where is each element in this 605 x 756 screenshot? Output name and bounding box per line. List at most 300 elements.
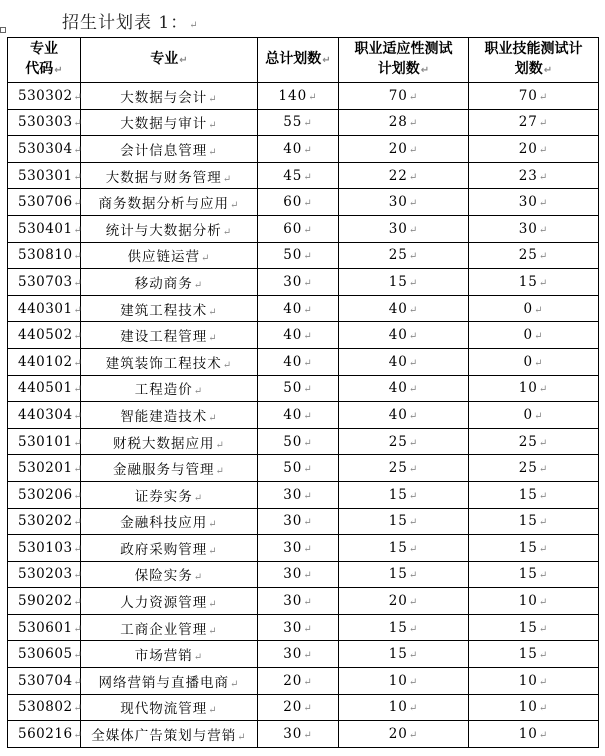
cell-mark-icon: ↵: [73, 171, 83, 183]
header-aptitude: 职业适应性测试 计划数↵: [339, 38, 469, 83]
cell-mark-icon: ↵: [73, 331, 83, 343]
cell-aptitude: [339, 215, 469, 242]
table-row: [8, 481, 599, 508]
cell-skill: [469, 481, 599, 508]
cell-mark-icon: ↵: [73, 251, 83, 263]
cell-mark-icon: ↵: [308, 91, 318, 103]
header-major: 专业↵: [81, 38, 258, 83]
cell-code-value: 530103: [18, 539, 73, 556]
cell-mark-icon: ↵: [534, 331, 544, 343]
cell-mark-icon: ↵: [303, 623, 313, 635]
cell-major: [81, 162, 258, 189]
cell-total-value: 30: [283, 486, 303, 503]
cell-mark-icon: ↵: [208, 599, 218, 611]
cell-major: [81, 215, 258, 242]
cell-total: [258, 481, 339, 508]
header-skill: 职业技能测试计 划数↵: [469, 38, 599, 83]
cell-major-value: 会计信息管理: [120, 142, 208, 159]
cell-skill: [469, 189, 599, 216]
cell-mark-icon: ↵: [193, 386, 204, 398]
cell-mark-icon: ↵: [222, 226, 233, 238]
cell-mark-icon: ↵: [73, 730, 83, 742]
cell-mark-icon: ↵: [201, 253, 211, 265]
cell-aptitude: [339, 561, 469, 588]
cell-mark-icon: ↵: [193, 652, 204, 664]
cell-mark-icon: ↵: [73, 703, 83, 715]
table-row: [8, 694, 599, 721]
cell-code: [8, 668, 81, 695]
cell-mark-icon: ↵: [303, 543, 313, 555]
cell-total: [258, 588, 339, 615]
cell-total-value: 50: [283, 247, 303, 264]
cell-code: [8, 508, 81, 535]
table-row: [8, 136, 599, 163]
cell-code-value: 530704: [18, 672, 73, 689]
cell-major: [81, 668, 258, 695]
cell-total-value: 60: [283, 194, 303, 211]
cell-mark-icon: ↵: [222, 173, 233, 185]
enrollment-plan-table: [7, 37, 599, 748]
cell-mark-icon: ↵: [73, 118, 83, 130]
cell-mark-icon: ↵: [538, 730, 549, 742]
cell-skill: [469, 215, 599, 242]
cell-mark-icon: ↵: [303, 144, 313, 156]
cell-aptitude-value: 40: [388, 327, 408, 344]
cell-aptitude-value: 40: [388, 300, 408, 317]
cell-mark-icon: ↵: [208, 412, 218, 424]
cell-major-value: 证券实务: [134, 488, 193, 505]
cell-skill: [469, 508, 599, 535]
cell-mark-icon: ↵: [538, 623, 549, 635]
cell-skill: [469, 269, 599, 296]
cell-mark-icon: ↵: [408, 118, 419, 130]
cell-skill-value: 15: [518, 539, 538, 556]
cell-total-value: 30: [283, 566, 303, 583]
cell-mark-icon: ↵: [208, 93, 218, 105]
cell-major: [81, 614, 258, 641]
cell-mark-icon: ↵: [303, 597, 313, 609]
table-row: [8, 322, 599, 349]
cell-skill-value: 25: [518, 247, 538, 264]
cell-aptitude-value: 40: [388, 353, 408, 370]
cell-skill-value: 15: [518, 566, 538, 583]
cell-mark-icon: ↵: [303, 171, 313, 183]
cell-skill: [469, 588, 599, 615]
cell-skill: [469, 668, 599, 695]
cell-code-value: 560216: [18, 726, 73, 743]
cell-mark-icon: ↵: [73, 517, 83, 529]
cell-total-value: 30: [283, 619, 303, 636]
cell-aptitude-value: 15: [388, 566, 408, 583]
cell-mark-icon: ↵: [303, 517, 313, 529]
cell-skill-value: 0: [523, 327, 534, 344]
cell-aptitude-value: 70: [388, 87, 408, 104]
cell-mark-icon: ↵: [193, 492, 204, 504]
cell-code-value: 530201: [18, 460, 73, 477]
cell-aptitude: [339, 508, 469, 535]
cell-mark-icon: ↵: [303, 251, 313, 263]
cell-major-value: 建设工程管理: [120, 329, 208, 346]
cell-total-value: 40: [283, 406, 303, 423]
cell-code-value: 530304: [18, 140, 73, 157]
cell-mark-icon: ↵: [408, 224, 419, 236]
cell-mark-icon: ↵: [303, 437, 313, 449]
cell-aptitude: [339, 641, 469, 668]
cell-mark-icon: ↵: [303, 224, 313, 236]
cell-aptitude-value: 10: [388, 699, 408, 716]
cell-total: [258, 189, 339, 216]
cell-code: [8, 269, 81, 296]
cell-mark-icon: ↵: [73, 597, 83, 609]
cell-code: [8, 561, 81, 588]
cell-major-value: 大数据与财务管理: [105, 169, 222, 186]
cell-mark-icon: ↵: [538, 570, 549, 582]
cell-total-value: 30: [283, 593, 303, 610]
cell-mark-icon: ↵: [538, 543, 549, 555]
cell-aptitude: [339, 136, 469, 163]
document-title: [62, 8, 199, 33]
table-row: [8, 668, 599, 695]
cell-total: [258, 136, 339, 163]
cell-major-value: 人力资源管理: [120, 595, 208, 612]
cell-major: [81, 455, 258, 482]
cell-mark-icon: ↵: [73, 543, 83, 555]
cell-aptitude-value: 20: [388, 593, 408, 610]
table-row: [8, 535, 599, 562]
cell-aptitude: [339, 242, 469, 269]
cell-mark-icon: ↵: [538, 144, 549, 156]
cell-mark-icon: ↵: [73, 224, 83, 236]
cell-code: [8, 242, 81, 269]
cell-mark-icon: ↵: [208, 120, 218, 132]
cell-mark-icon: ↵: [303, 464, 313, 476]
table-row: [8, 348, 599, 375]
cell-skill: [469, 162, 599, 189]
cell-mark-icon: ↵: [408, 384, 419, 396]
cell-code: [8, 322, 81, 349]
cell-total: [258, 721, 339, 748]
cell-mark-icon: ↵: [408, 357, 419, 369]
cell-mark-icon: ↵: [73, 277, 83, 289]
cell-mark-icon: ↵: [208, 625, 218, 637]
cell-total: [258, 269, 339, 296]
cell-mark-icon: ↵: [303, 490, 313, 502]
cell-mark-icon: ↵: [408, 171, 419, 183]
cell-code-value: 530605: [18, 646, 73, 663]
table-row: [8, 162, 599, 189]
cell-aptitude-value: 15: [388, 273, 408, 290]
cell-major-value: 移动商务: [134, 275, 193, 292]
cell-total: [258, 428, 339, 455]
cell-code: [8, 641, 81, 668]
cell-major: [81, 83, 258, 110]
cell-skill-value: 0: [523, 300, 534, 317]
cell-code-value: 440301: [18, 300, 73, 317]
cell-mark-icon: ↵: [303, 570, 313, 582]
header-total: 总计划数↵: [258, 38, 339, 83]
cell-aptitude-value: 15: [388, 486, 408, 503]
cell-aptitude-value: 30: [388, 194, 408, 211]
cell-aptitude: [339, 614, 469, 641]
cell-skill: [469, 83, 599, 110]
cell-total-value: 40: [283, 327, 303, 344]
table-header-row: [8, 38, 599, 83]
cell-code-value: 440304: [18, 406, 73, 423]
cell-code: [8, 428, 81, 455]
cell-mark-icon: ↵: [408, 251, 419, 263]
table-row: [8, 215, 599, 242]
cell-aptitude: [339, 588, 469, 615]
cell-aptitude-value: 40: [388, 406, 408, 423]
cell-major: [81, 694, 258, 721]
cell-skill-value: 15: [518, 513, 538, 530]
cell-code: [8, 109, 81, 136]
cell-mark-icon: ↵: [303, 650, 313, 662]
cell-total-value: 30: [283, 539, 303, 556]
cell-major: [81, 136, 258, 163]
cell-code-value: 530206: [18, 486, 73, 503]
cell-aptitude: [339, 189, 469, 216]
cell-total-value: 140: [278, 87, 308, 104]
table-row: [8, 109, 599, 136]
cell-total-value: 50: [283, 380, 303, 397]
cell-mark-icon: ↵: [230, 200, 240, 212]
cell-mark-icon: ↵: [408, 198, 419, 210]
cell-code: [8, 535, 81, 562]
cell-total-value: 50: [283, 460, 303, 477]
cell-mark-icon: ↵: [73, 676, 83, 688]
cell-mark-icon: ↵: [538, 703, 549, 715]
cell-mark-icon: ↵: [408, 676, 419, 688]
cell-code: [8, 348, 81, 375]
cell-mark-icon: ↵: [215, 466, 225, 478]
cell-aptitude-value: 25: [388, 433, 408, 450]
cell-mark-icon: ↵: [73, 650, 83, 662]
cell-mark-icon: ↵: [538, 198, 549, 210]
cell-total: [258, 83, 339, 110]
cell-code-value: 530601: [18, 619, 73, 636]
cell-aptitude-value: 15: [388, 539, 408, 556]
cell-aptitude-value: 40: [388, 380, 408, 397]
cell-aptitude-value: 25: [388, 460, 408, 477]
cell-total-value: 30: [283, 646, 303, 663]
cell-code-value: 530802: [18, 699, 73, 716]
cell-mark-icon: ↵: [193, 279, 204, 291]
table-row: [8, 641, 599, 668]
cell-code: [8, 295, 81, 322]
table-row: [8, 189, 599, 216]
table-row: [8, 561, 599, 588]
cell-code: [8, 215, 81, 242]
cell-code-value: 530401: [18, 220, 73, 237]
cell-skill-value: 15: [518, 646, 538, 663]
cell-mark-icon: ↵: [538, 597, 549, 609]
cell-code-value: 530202: [18, 513, 73, 530]
cell-major-value: 市场营销: [134, 648, 193, 665]
cell-total: [258, 535, 339, 562]
cell-major: [81, 295, 258, 322]
cell-mark-icon: ↵: [73, 490, 83, 502]
cell-major-value: 保险实务: [134, 568, 193, 585]
cell-total: [258, 295, 339, 322]
cell-total: [258, 455, 339, 482]
cell-mark-icon: ↵: [408, 570, 419, 582]
cell-skill: [469, 375, 599, 402]
cell-code-value: 440501: [18, 380, 73, 397]
cell-skill: [469, 402, 599, 429]
cell-total: [258, 694, 339, 721]
cell-mark-icon: ↵: [73, 570, 83, 582]
cell-skill-value: 10: [518, 380, 538, 397]
cell-aptitude: [339, 348, 469, 375]
cell-mark-icon: ↵: [237, 732, 247, 744]
cell-skill-value: 10: [518, 699, 538, 716]
cell-major: [81, 269, 258, 296]
cell-skill-value: 10: [518, 726, 538, 743]
cell-skill: [469, 295, 599, 322]
cell-mark-icon: ↵: [303, 730, 313, 742]
cell-mark-icon: ↵: [538, 650, 549, 662]
cell-mark-icon: ↵: [408, 517, 419, 529]
cell-mark-icon: ↵: [73, 91, 83, 103]
table-row: [8, 508, 599, 535]
cell-major-value: 财税大数据应用: [113, 435, 215, 452]
cell-major: [81, 109, 258, 136]
cell-mark-icon: ↵: [208, 306, 218, 318]
cell-mark-icon: ↵: [538, 490, 549, 502]
cell-skill: [469, 455, 599, 482]
cell-code: [8, 481, 81, 508]
cell-mark-icon: ↵: [303, 304, 313, 316]
cell-total: [258, 668, 339, 695]
cell-aptitude-value: 20: [388, 140, 408, 157]
cell-total-value: 30: [283, 273, 303, 290]
cell-major: [81, 561, 258, 588]
cell-mark-icon: ↵: [208, 705, 218, 717]
header-code: 专业 代码↵: [8, 38, 81, 83]
cell-total: [258, 375, 339, 402]
cell-total-value: 45: [283, 167, 303, 184]
cell-skill: [469, 721, 599, 748]
cell-aptitude-value: 15: [388, 646, 408, 663]
cell-total-value: 55: [283, 114, 303, 131]
table-row: [8, 242, 599, 269]
cell-mark-icon: ↵: [303, 703, 313, 715]
table-anchor-icon: [0, 27, 6, 33]
cell-mark-icon: ↵: [208, 519, 218, 531]
cell-major-value: 工商企业管理: [120, 621, 208, 638]
cell-major-value: 现代物流管理: [120, 701, 208, 718]
cell-mark-icon: ↵: [408, 650, 419, 662]
cell-mark-icon: ↵: [73, 357, 83, 369]
cell-mark-icon: ↵: [538, 676, 549, 688]
table-row: [8, 402, 599, 429]
cell-mark-icon: ↵: [73, 384, 83, 396]
table-row: [8, 375, 599, 402]
cell-mark-icon: ↵: [408, 91, 419, 103]
cell-mark-icon: ↵: [230, 678, 240, 690]
cell-major: [81, 428, 258, 455]
cell-total-value: 30: [283, 726, 303, 743]
cell-code-value: 530302: [18, 87, 73, 104]
cell-aptitude-value: 30: [388, 220, 408, 237]
cell-skill: [469, 561, 599, 588]
cell-major: [81, 641, 258, 668]
cell-mark-icon: ↵: [303, 357, 313, 369]
cell-aptitude-value: 20: [388, 726, 408, 743]
cell-skill-value: 25: [518, 460, 538, 477]
cell-aptitude: [339, 402, 469, 429]
table-row: [8, 295, 599, 322]
title-text: 招生计划表 1：: [62, 13, 189, 33]
cell-major: [81, 535, 258, 562]
cell-mark-icon: ↵: [208, 146, 218, 158]
cell-major-value: 大数据与审计: [120, 116, 208, 133]
cell-major: [81, 189, 258, 216]
cell-total: [258, 641, 339, 668]
cell-mark-icon: ↵: [303, 118, 313, 130]
cell-mark-icon: ↵: [408, 597, 419, 609]
cell-aptitude: [339, 455, 469, 482]
cell-aptitude: [339, 535, 469, 562]
cell-aptitude-value: 15: [388, 619, 408, 636]
cell-major: [81, 481, 258, 508]
cell-code: [8, 588, 81, 615]
cell-total: [258, 508, 339, 535]
cell-major: [81, 375, 258, 402]
cell-total: [258, 109, 339, 136]
table-row: [8, 455, 599, 482]
cell-major-value: 统计与大数据分析: [105, 222, 222, 239]
cell-aptitude-value: 10: [388, 672, 408, 689]
cell-code-value: 440502: [18, 327, 73, 344]
cell-mark-icon: ↵: [408, 144, 419, 156]
cell-major-value: 建筑工程技术: [120, 302, 208, 319]
cell-skill-value: 27: [518, 114, 538, 131]
cell-mark-icon: ↵: [73, 144, 83, 156]
cell-mark-icon: ↵: [303, 410, 313, 422]
cell-total-value: 60: [283, 220, 303, 237]
table-row: [8, 428, 599, 455]
cell-skill: [469, 348, 599, 375]
cell-total-value: 40: [283, 353, 303, 370]
cell-skill: [469, 322, 599, 349]
cell-major: [81, 402, 258, 429]
table-row: [8, 614, 599, 641]
cell-mark-icon: ↵: [408, 490, 419, 502]
cell-code-value: 530703: [18, 273, 73, 290]
cell-skill-value: 0: [523, 353, 534, 370]
table-body: [8, 83, 599, 748]
cell-mark-icon: ↵: [538, 517, 549, 529]
cell-aptitude: [339, 428, 469, 455]
cell-skill: [469, 428, 599, 455]
cell-code-value: 530706: [18, 194, 73, 211]
cell-mark-icon: ↵: [222, 359, 233, 371]
cell-mark-icon: ↵: [303, 384, 313, 396]
cell-code: [8, 402, 81, 429]
cell-mark-icon: ↵: [538, 464, 549, 476]
cell-code: [8, 614, 81, 641]
cell-aptitude: [339, 668, 469, 695]
cell-aptitude: [339, 721, 469, 748]
cell-total-value: 20: [283, 672, 303, 689]
cell-skill-value: 15: [518, 619, 538, 636]
cell-code: [8, 375, 81, 402]
cell-aptitude: [339, 694, 469, 721]
cell-total: [258, 242, 339, 269]
cell-mark-icon: ↵: [193, 572, 204, 584]
